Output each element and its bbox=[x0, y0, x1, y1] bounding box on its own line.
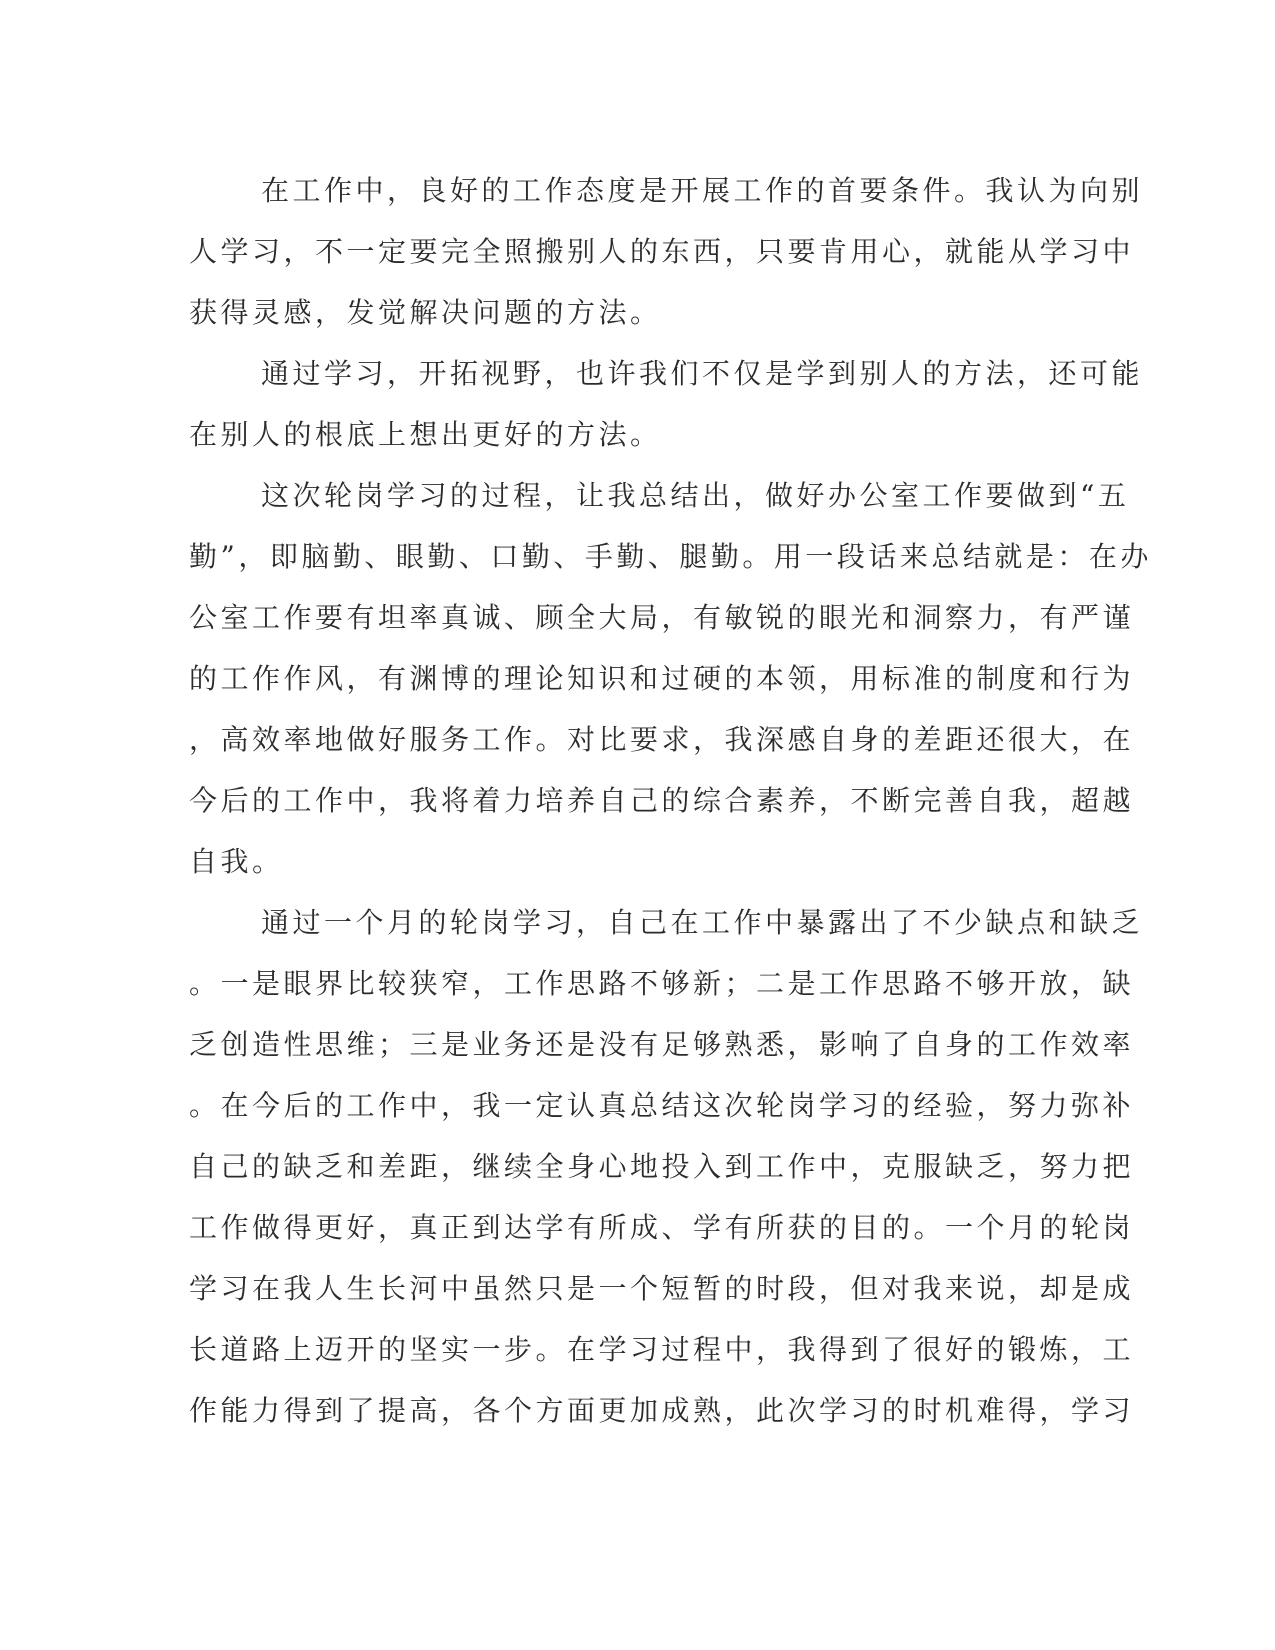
paragraph-line: 公室工作要有坦率真诚、顾全大局，有敏锐的眼光和洞察力，有严谨 bbox=[189, 601, 1135, 634]
paragraph-line: 通过学习，开拓视野，也许我们不仅是学到别人的方法，还可能 bbox=[261, 357, 1144, 390]
paragraph-line: 工作做得更好，真正到达学有所成、学有所获的目的。一个月的轮岗 bbox=[189, 1211, 1135, 1244]
document-body bbox=[189, 160, 1152, 1441]
paragraph-line: 自己的缺乏和差距，继续全身心地投入到工作中，克服缺乏，努力把 bbox=[189, 1150, 1135, 1183]
paragraph-2 bbox=[189, 343, 1144, 465]
paragraph-line: 获得灵感，发觉解决问题的方法。 bbox=[189, 296, 662, 329]
paragraph-line: 作能力得到了提高，各个方面更加成熟，此次学习的时机难得，学习 bbox=[189, 1394, 1135, 1427]
paragraph-line: 。一是眼界比较狭窄，工作思路不够新；二是工作思路不够开放，缺 bbox=[189, 967, 1135, 1000]
paragraph-line: 勤”，即脑勤、眼勤、口勤、手勤、腿勤。用一段话来总结就是：在办 bbox=[189, 540, 1152, 573]
paragraph-1 bbox=[189, 160, 1144, 343]
paragraph-line: 长道路上迈开的坚实一步。在学习过程中，我得到了很好的锻炼，工 bbox=[189, 1333, 1135, 1366]
paragraph-line: 在别人的根底上想出更好的方法。 bbox=[189, 418, 662, 451]
paragraph-line: 的工作作风，有渊博的理论知识和过硬的本领，用标准的制度和行为 bbox=[189, 662, 1135, 695]
paragraph-line: 学习在我人生长河中虽然只是一个短暂的时段，但对我来说，却是成 bbox=[189, 1272, 1135, 1305]
paragraph-line: 在工作中，良好的工作态度是开展工作的首要条件。我认为向别 bbox=[261, 174, 1144, 207]
paragraph-line: 人学习，不一定要完全照搬别人的东西，只要肯用心，就能从学习中 bbox=[189, 235, 1135, 268]
paragraph-line: 。在今后的工作中，我一定认真总结这次轮岗学习的经验，努力弥补 bbox=[189, 1089, 1135, 1122]
paragraph-line: 今后的工作中，我将着力培养自己的综合素养，不断完善自我，超越 bbox=[189, 784, 1135, 817]
paragraph-line: 通过一个月的轮岗学习，自己在工作中暴露出了不少缺点和缺乏 bbox=[261, 906, 1144, 939]
paragraph-line: ，高效率地做好服务工作。对比要求，我深感自身的差距还很大，在 bbox=[189, 723, 1135, 756]
paragraph-line: 这次轮岗学习的过程，让我总结出，做好办公室工作要做到“五 bbox=[261, 479, 1130, 512]
paragraph-line: 乏创造性思维；三是业务还是没有足够熟悉，影响了自身的工作效率 bbox=[189, 1028, 1135, 1061]
paragraph-3 bbox=[189, 465, 1152, 892]
paragraph-line: 自我。 bbox=[189, 845, 284, 878]
paragraph-4 bbox=[189, 892, 1144, 1441]
